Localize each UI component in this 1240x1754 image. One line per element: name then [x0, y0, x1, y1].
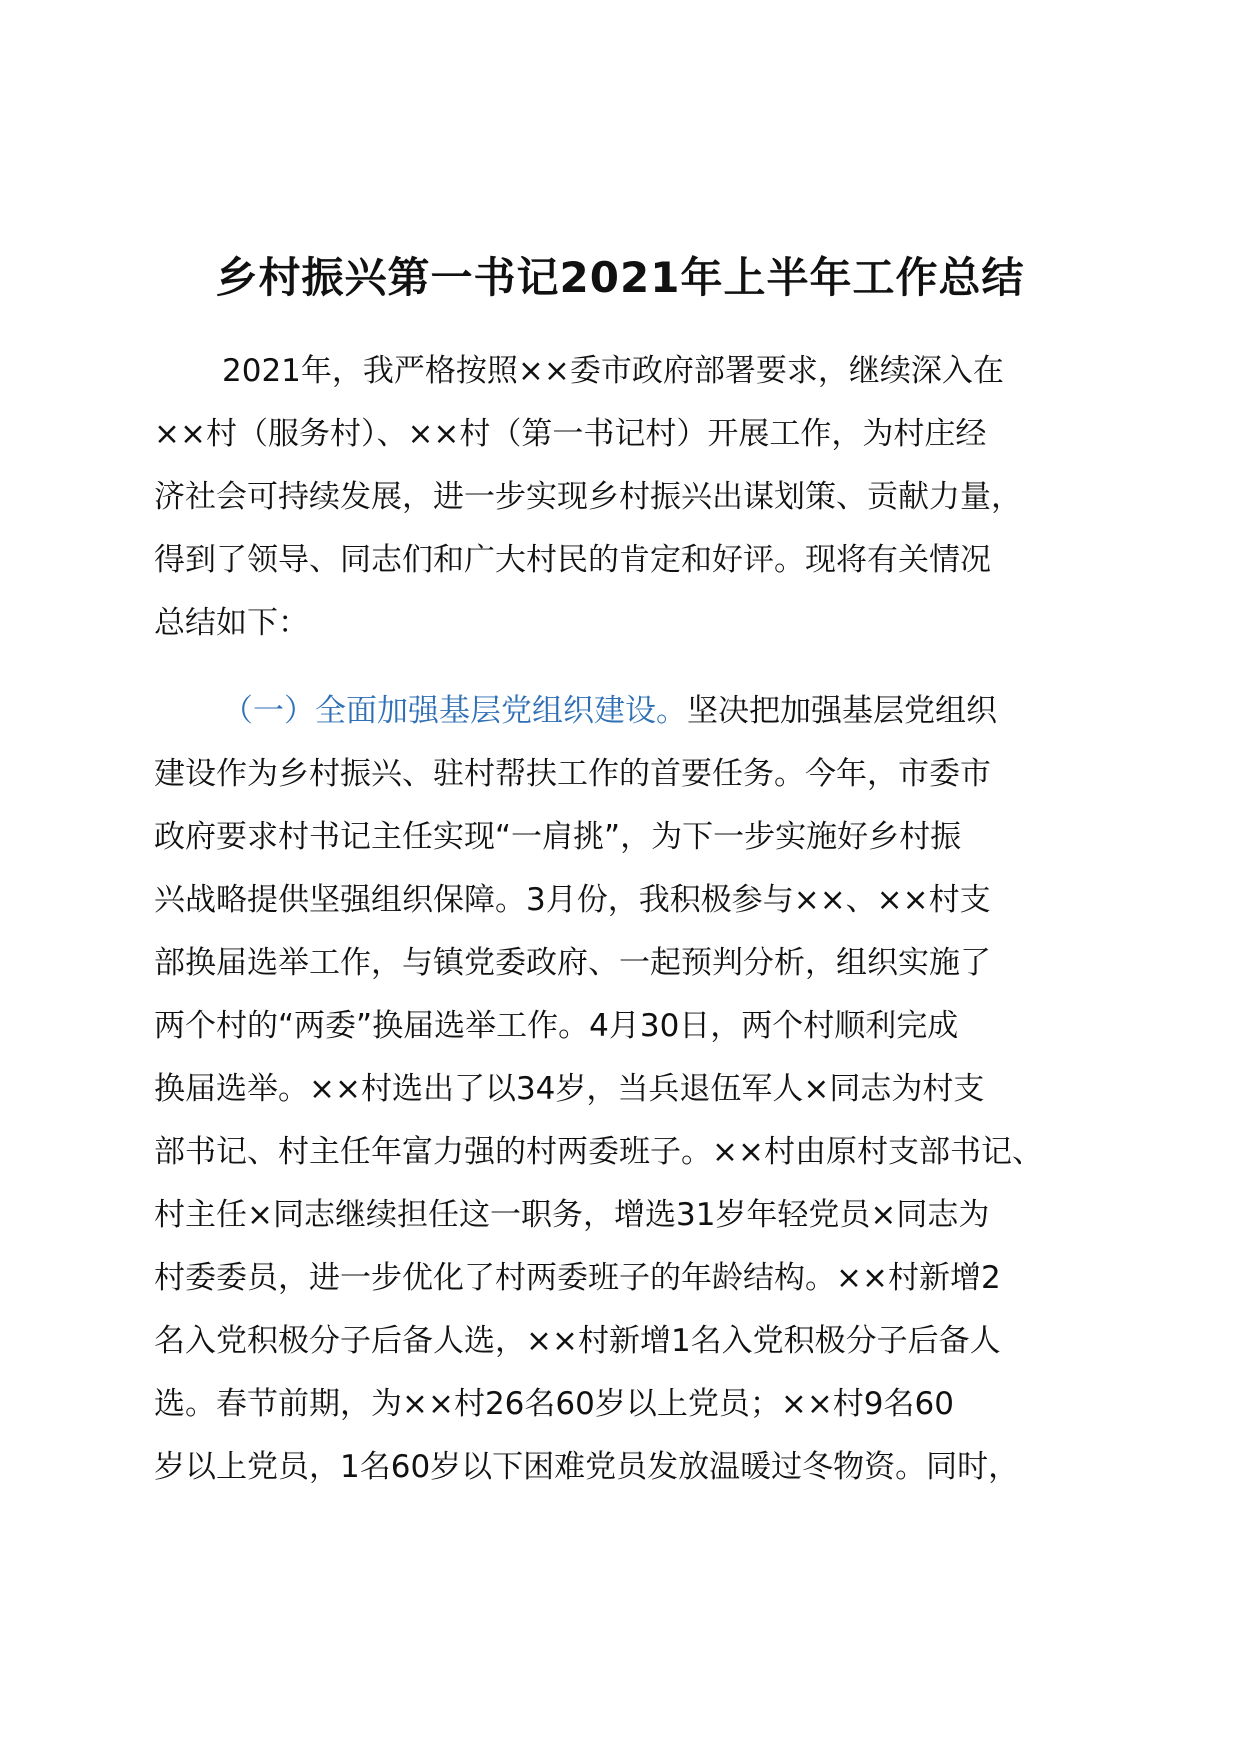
body-line: 村委委员，进一步优化了村两委班子的年龄结构。××村新增2: [154, 1260, 1001, 1296]
body-line: 换届选举。××村选出了以34岁，当兵退伍军人×同志为村支: [154, 1071, 985, 1107]
body-line: 选。春节前期，为××村26名60岁以上党员；××村9名60: [154, 1386, 954, 1422]
body-line: 兴战略提供坚强组织保障。3月份，我积极参与××、××村支: [154, 882, 991, 918]
intro-line: 得到了领导、同志们和广大村民的肯定和好评。现将有关情况: [154, 542, 991, 578]
body-line: 村主任×同志继续担任这一职务，增选31岁年轻党员×同志为: [154, 1197, 990, 1233]
body-line: 岁以上党员，1名60岁以下困难党员发放温暖过冬物资。同时，: [154, 1449, 1020, 1485]
section-first-line: [222, 683, 997, 739]
intro-line: 济社会可持续发展，进一步实现乡村振兴出谋划策、贡献力量，: [154, 479, 1022, 515]
intro-line: 2021年，我严格按照××委市政府部署要求，继续深入在: [222, 353, 1004, 389]
section-heading: （一）全面加强基层党组织建设。: [222, 693, 687, 729]
intro-line: 总结如下：: [154, 605, 309, 641]
body-line: 建设作为乡村振兴、驻村帮扶工作的首要任务。今年，市委市: [154, 756, 991, 792]
body-line: 部换届选举工作，与镇党委政府、一起预判分析，组织实施了: [154, 945, 991, 981]
body-line: 两个村的“两委”换届选举工作。4月30日，两个村顺利完成: [154, 1008, 959, 1044]
body-line: 名入党积极分子后备人选，××村新增1名入党积极分子后备人: [154, 1323, 1001, 1359]
body-line: 政府要求村书记主任实现“一肩挑”，为下一步实施好乡村振: [154, 819, 962, 855]
document-title: 乡村振兴第一书记2021年上半年工作总结: [215, 253, 1025, 302]
section-text: 坚决把加强基层党组织: [687, 693, 997, 729]
body-line: 部书记、村主任年富力强的村两委班子。××村由原村支部书记、: [154, 1134, 1043, 1170]
intro-line: ××村（服务村）、××村（第一书记村）开展工作，为村庄经: [154, 416, 987, 452]
